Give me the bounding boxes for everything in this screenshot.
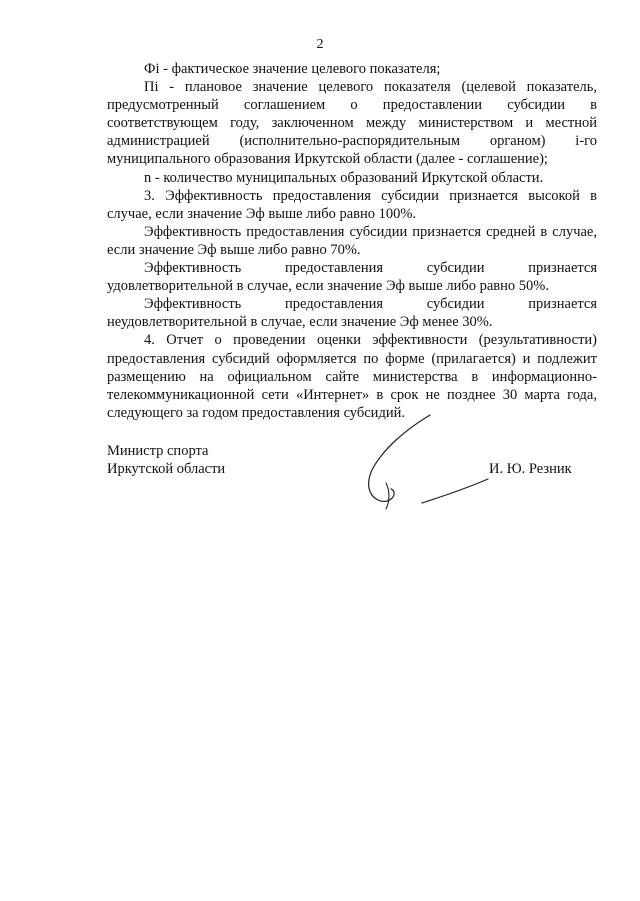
paragraph-efficiency-unsatisfactory: Эффективность предоставления субсидии признается неудовлетворительной в случае, если значение Эф менее 30%. xyxy=(107,296,597,331)
paragraph-n-definition: n - количество муниципальных образований Иркутской области. xyxy=(144,169,544,186)
paragraph-fi-definition: Фi - фактическое значение целевого показателя; xyxy=(144,61,441,77)
signatory-position-line2: Иркутской области xyxy=(107,461,226,477)
paragraph-efficiency-high: 3. Эффективность предоставления субсидии признается высокой в случае, если значение Эф выше либо равно 100%. xyxy=(107,187,597,222)
document-body xyxy=(107,60,597,422)
paragraph-pi-definition: Пi - плановое значение целевого показателя (целевой показатель, предусмотренный соглашением о предоставлении субсидии в соответствующем году, заключенном между министерством и местной администрацией (исполнительно-распорядительным органом) i-го муниципального образования Иркутской области (далее - соглашение); xyxy=(107,79,597,168)
page-number: 2 xyxy=(316,37,324,52)
handwritten-signature xyxy=(360,405,500,520)
signatory-name: И. Ю. Резник xyxy=(489,461,572,477)
signatory-position-line1: Министр спорта xyxy=(107,443,209,459)
paragraph-efficiency-medium: Эффективность предоставления субсидии признается средней в случае, если значение Эф выше либо равно 70%. xyxy=(107,223,597,258)
signatory-position xyxy=(107,442,225,478)
paragraph-efficiency-satisfactory: Эффективность предоставления субсидии признается удовлетворительной в случае, если значение Эф выше либо равно 50%. xyxy=(107,260,597,295)
paragraph-report: 4. Отчет о проведении оценки эффективности (результативности) предоставления субсидий оформляется по форме (прилагается) и подлежит размещению на официальном сайте министерства в информационно-телекоммуникационной сети «Интернет» в срок не позднее 30 марта года, следующего за годом предоставления субсидий. xyxy=(107,332,597,421)
